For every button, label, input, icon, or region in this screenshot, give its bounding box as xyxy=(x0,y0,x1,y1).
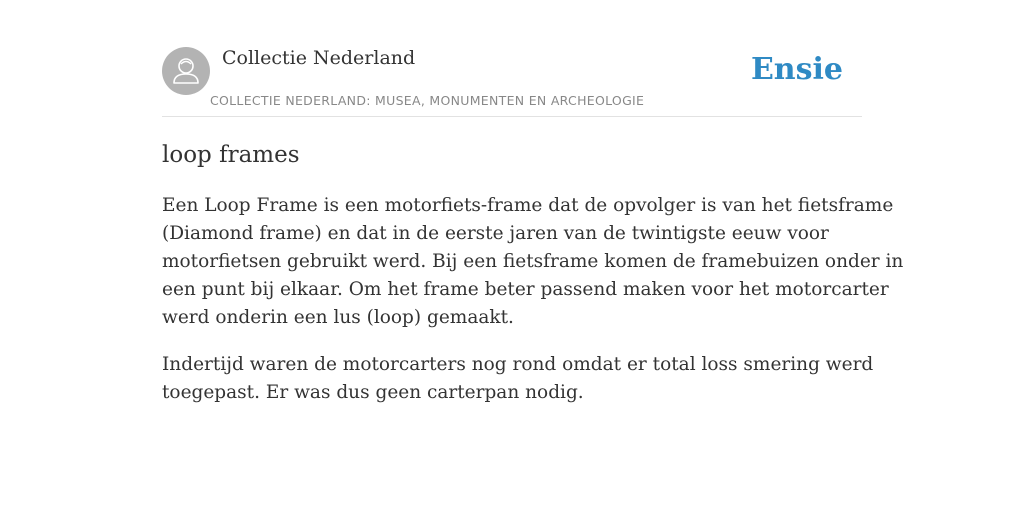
text-line: toegepast. Er was dus geen carterpan nodig. xyxy=(162,382,584,403)
ensie-logo[interactable]: Ensie xyxy=(750,52,843,87)
text-line: Indertijd waren de motorcarters nog rond omdat er total loss smering werd xyxy=(162,354,874,375)
text-line: een punt bij elkaar. Om het frame beter passend maken voor het motorcarter xyxy=(162,279,889,300)
avatar[interactable] xyxy=(162,47,210,95)
text-line: (Diamond frame) en dat in de eerste jaren van de twintigste eeuw voor xyxy=(162,223,829,244)
text-line: Een Loop Frame is een motorfiets-frame dat de opvolger is van het fietsframe xyxy=(162,195,894,216)
text-line: motorfietsen gebruikt werd. Bij een fietsframe komen de framebuizen onder in xyxy=(162,251,904,272)
paragraph xyxy=(162,351,874,407)
article-header xyxy=(162,46,862,117)
user-icon xyxy=(162,47,210,95)
article-title: loop frames xyxy=(162,142,300,168)
collection-name[interactable]: COLLECTIE NEDERLAND: MUSEA, MONUMENTEN EN ARCHEOLOGIE xyxy=(210,93,645,108)
article-body xyxy=(162,192,904,426)
author-name[interactable]: Collectie Nederland xyxy=(222,47,416,69)
paragraph xyxy=(162,192,904,332)
text-line: werd onderin een lus (loop) gemaakt. xyxy=(162,307,514,328)
